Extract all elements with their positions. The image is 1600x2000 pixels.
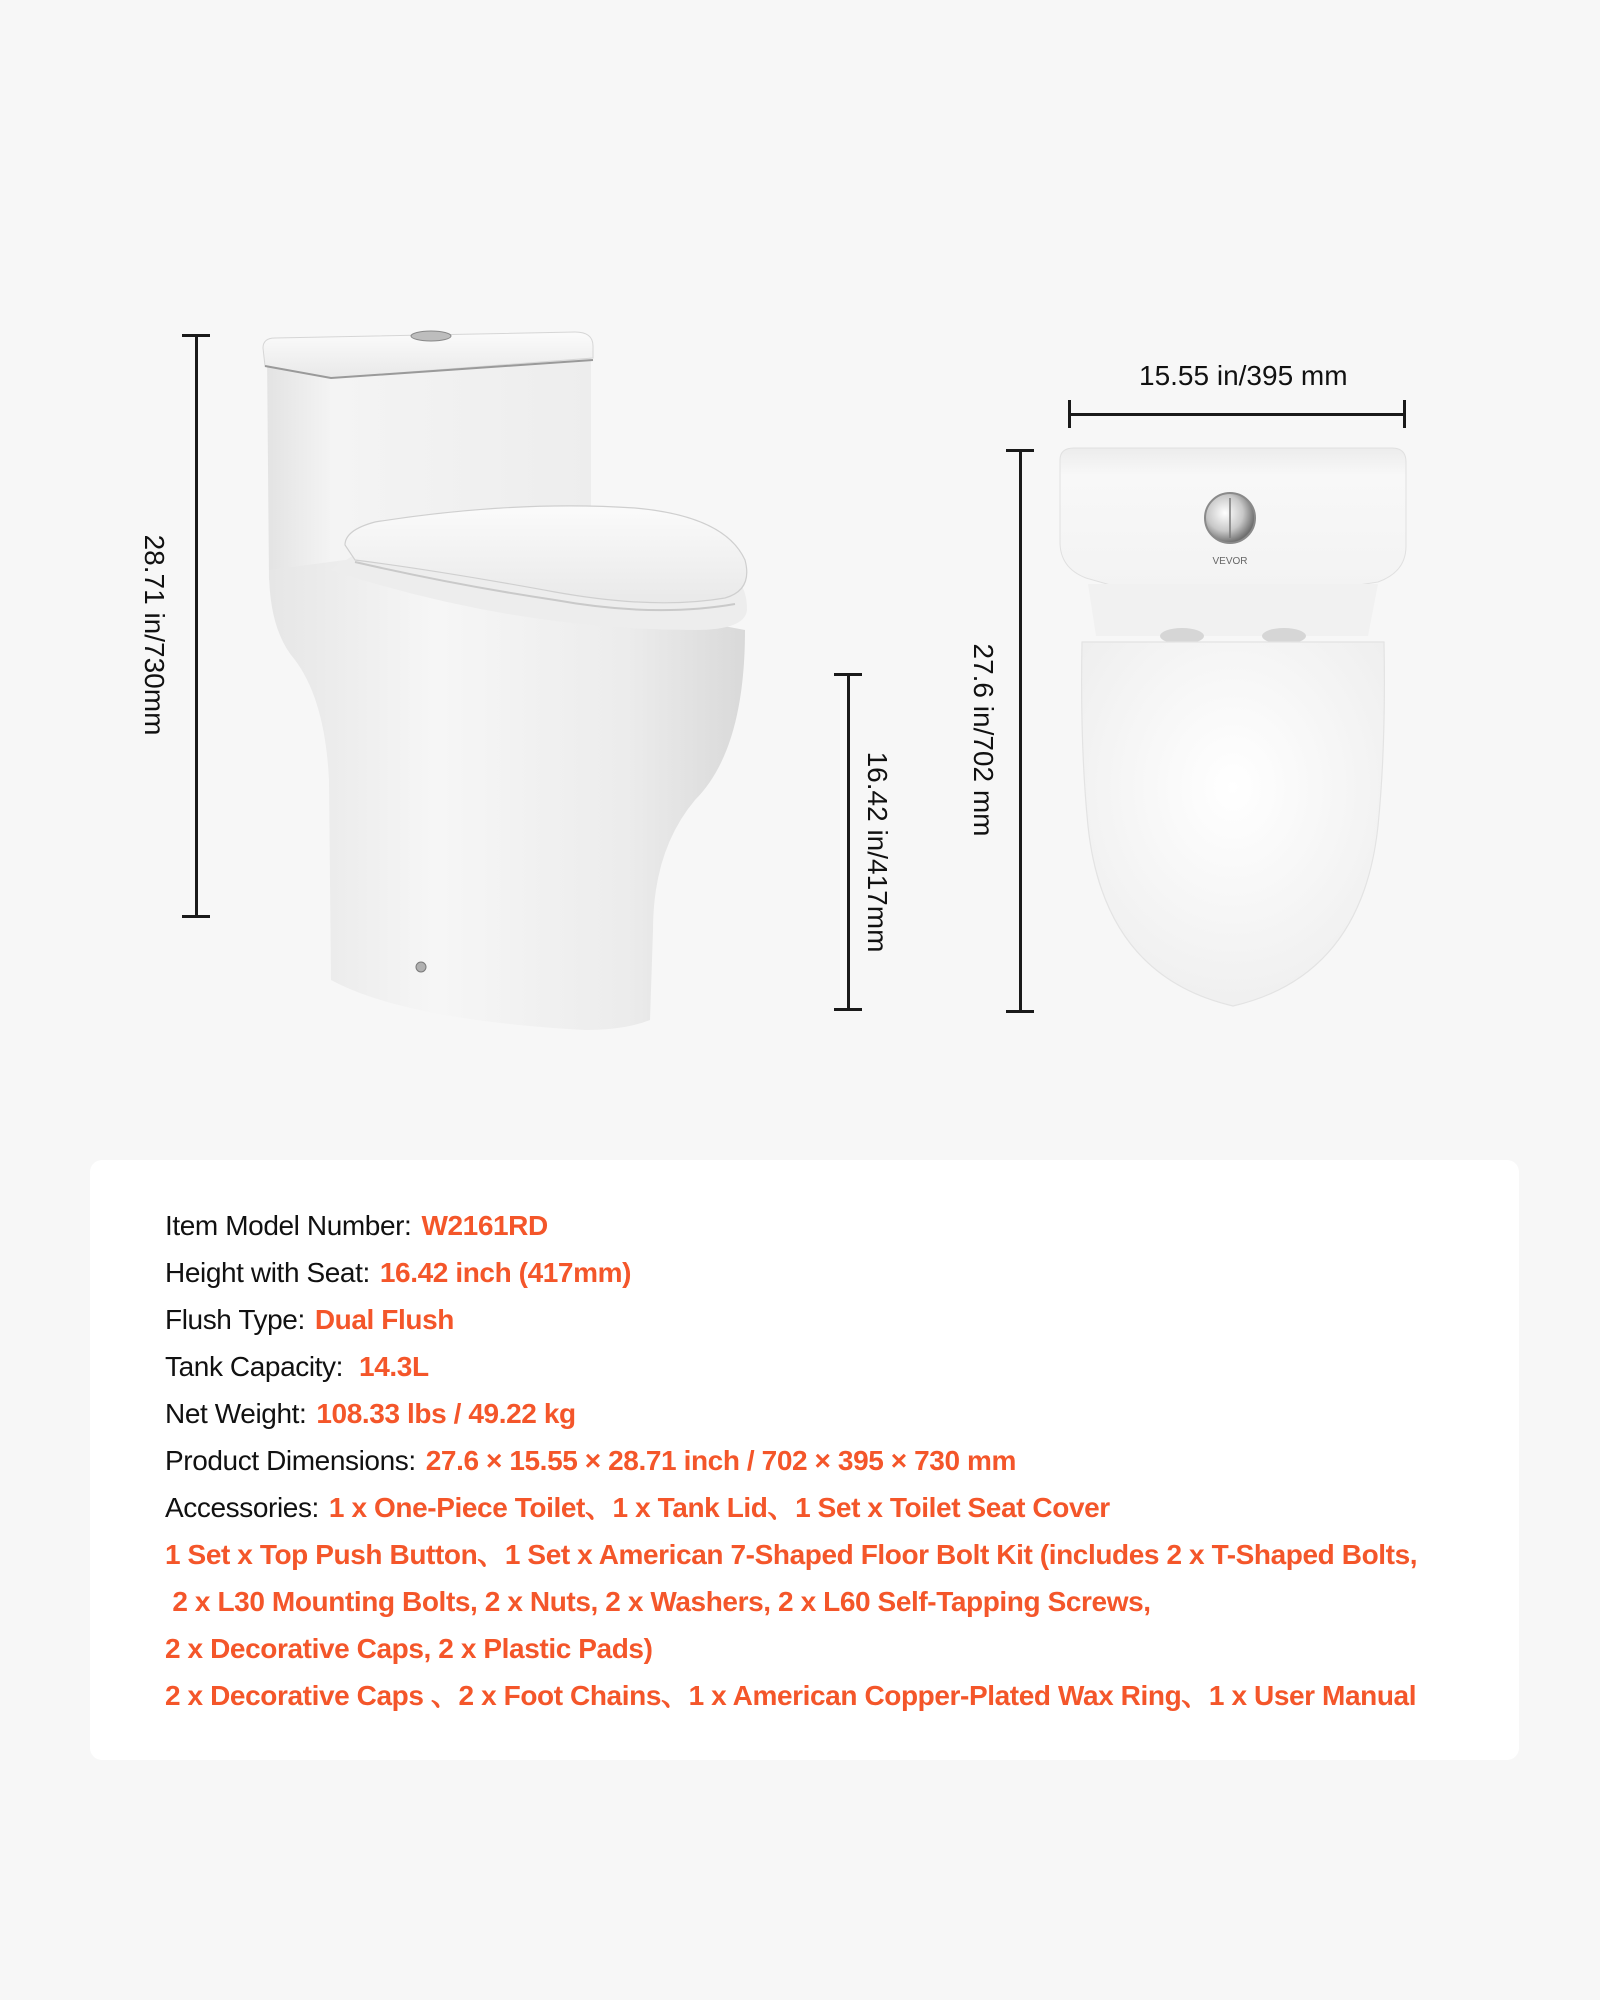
overall-height-dimension-line [182, 334, 210, 918]
accessories-continued-line: 2 x Decorative Caps, 2 x Plastic Pads) [165, 1633, 653, 1664]
spec-row-accessories [165, 1484, 1499, 1531]
spec-label: Height with Seat: [165, 1257, 370, 1288]
spec-list [165, 1202, 1499, 1719]
depth-label: 27.6 in/702 mm [968, 643, 999, 837]
dimension-line [847, 673, 850, 1011]
spec-value: 14.3L [359, 1351, 429, 1382]
vevor-brand-text: VEVOR [1212, 556, 1248, 567]
spec-value: Dual Flush [314, 1304, 454, 1335]
spec-label: Tank Capacity: [165, 1351, 344, 1382]
seat-height-dimension-line [834, 673, 862, 1011]
spec-value: 1 x One-Piece Toilet、1 x Tank Lid、1 Set x Toilet Seat Cover [328, 1492, 1110, 1523]
dimension-cap [182, 915, 210, 918]
spec-value: 108.33 lbs / 49.22 kg [316, 1398, 576, 1429]
spec-value: 16.42 inch (417mm) [379, 1257, 632, 1288]
dimension-cap [1403, 400, 1406, 428]
spec-label: Product Dimensions: [165, 1445, 416, 1476]
dimension-cap [834, 1008, 862, 1011]
accessories-continued-line: 2 x Decorative Caps 、2 x Foot Chains、1 x American Copper-Plated Wax Ring、1 x User Manual [165, 1680, 1417, 1711]
spec-row-flush-type [165, 1296, 1499, 1343]
depth-dimension-line [1006, 449, 1034, 1013]
spec-label: Item Model Number: [165, 1210, 412, 1241]
spec-row-net-weight [165, 1390, 1499, 1437]
spec-row-tank-capacity [165, 1343, 1499, 1390]
spec-card [90, 1160, 1519, 1760]
spec-row-height-with-seat [165, 1249, 1499, 1296]
width-label: 15.55 in/395 mm [1139, 360, 1348, 391]
spec-label: Net Weight: [165, 1398, 307, 1429]
toilet-top-view-image [1052, 446, 1414, 1010]
spec-label: Flush Type: [165, 1304, 305, 1335]
seat-height-label: 16.42 in/417mm [862, 751, 893, 953]
width-dimension-line [1068, 400, 1406, 428]
accessories-continued-line: 1 Set x Top Push Button、1 Set x American 7-Shaped Floor Bolt Kit (includes 2 x T-Shaped Bolts, [165, 1539, 1418, 1570]
spec-row-model-number [165, 1202, 1499, 1249]
dimension-line [1068, 413, 1406, 416]
accessories-continued-line: 2 x L30 Mounting Bolts, 2 x Nuts, 2 x Washers, 2 x L60 Self-Tapping Screws, [165, 1586, 1151, 1617]
overall-height-label: 28.71 in/730mm [139, 534, 170, 736]
spec-value: 27.6 × 15.55 × 28.71 inch / 702 × 395 × 730 mm [425, 1445, 1017, 1476]
spec-value: W2161RD [421, 1210, 548, 1241]
spec-row-product-dimensions [165, 1437, 1499, 1484]
toilet-side-view-image [255, 330, 795, 1050]
dimension-line [195, 334, 198, 918]
dimension-line [1019, 449, 1022, 1013]
spec-label: Accessories: [165, 1492, 319, 1523]
dimension-cap [1006, 1010, 1034, 1013]
